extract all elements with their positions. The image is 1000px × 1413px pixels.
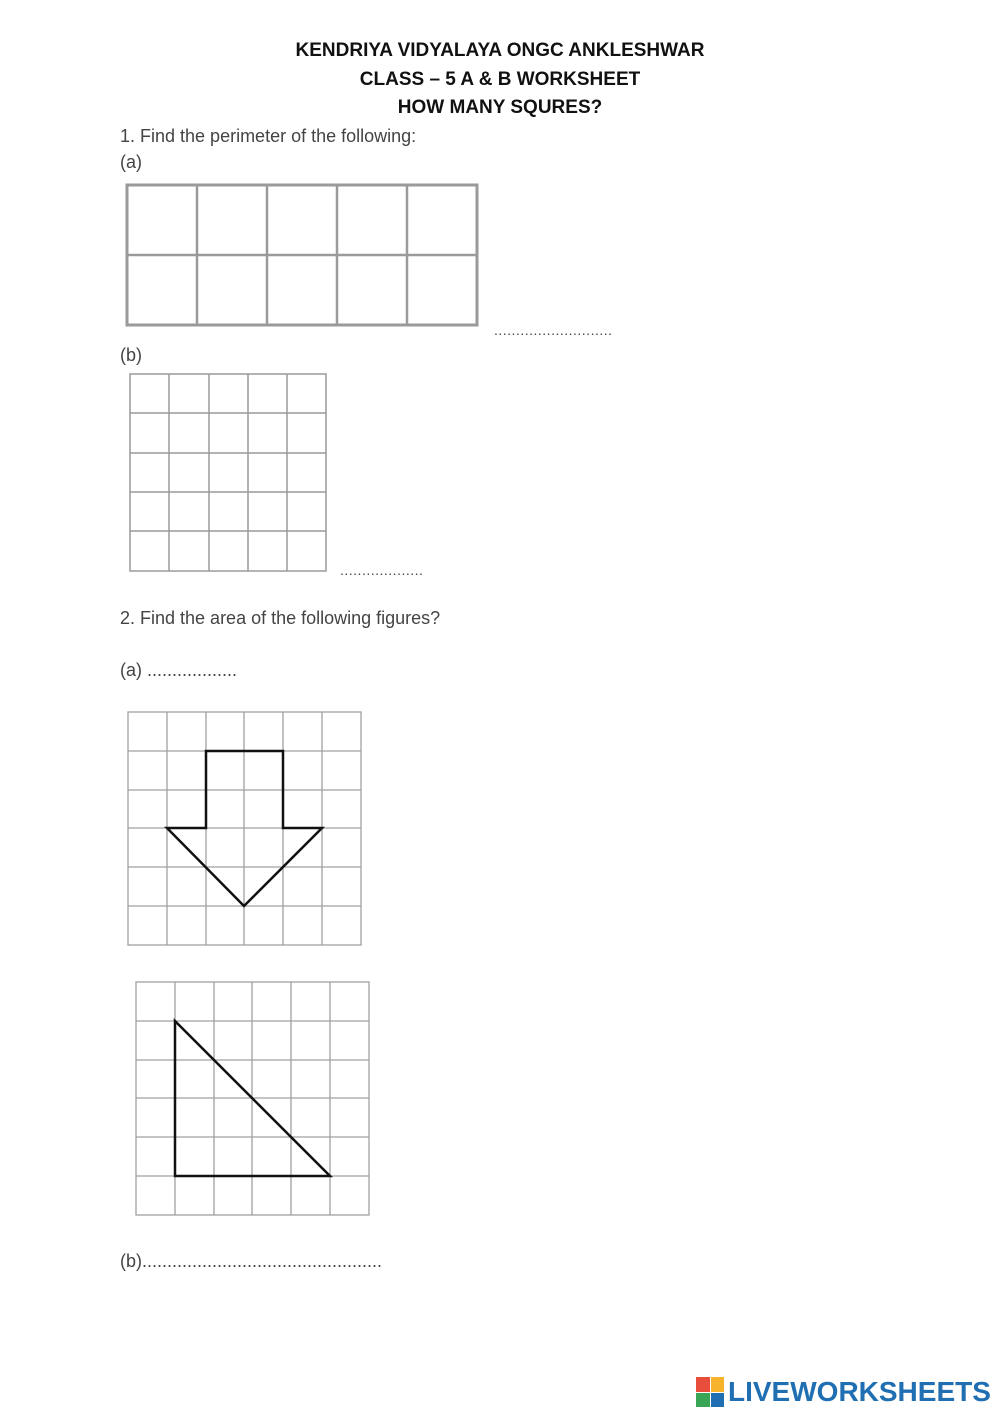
question-2a-label[interactable]: (a) .................. xyxy=(120,660,238,680)
question-1a-label: (a) xyxy=(120,152,142,172)
school-name: KENDRIYA VIDYALAYA ONGC ANKLESHWAR xyxy=(295,40,705,61)
question-2-prompt: 2. Find the area of the following figures? xyxy=(120,608,441,628)
liveworksheets-logo xyxy=(696,1374,991,1410)
question-2b-label[interactable]: (b)................................................ xyxy=(120,1251,383,1271)
answer-blank-1b[interactable]: ................... xyxy=(340,562,424,578)
grid-1a-rectangle xyxy=(124,182,482,330)
liveworksheets-brand: LIVEWORKSHEETS xyxy=(728,1376,991,1407)
worksheet-topic: HOW MANY SQURES? xyxy=(397,97,603,118)
liveworksheets-mark-icon xyxy=(696,1377,724,1407)
answer-blank-1a[interactable]: ........................... xyxy=(494,322,613,338)
question-1-prompt: 1. Find the perimeter of the following: xyxy=(120,126,417,146)
class-line: CLASS – 5 A & B WORKSHEET xyxy=(359,69,641,90)
grid-2b-triangle xyxy=(134,980,372,1218)
grid-2a-arrow xyxy=(126,710,364,948)
question-1b-label: (b) xyxy=(120,345,142,365)
grid-1b-square xyxy=(128,372,328,574)
